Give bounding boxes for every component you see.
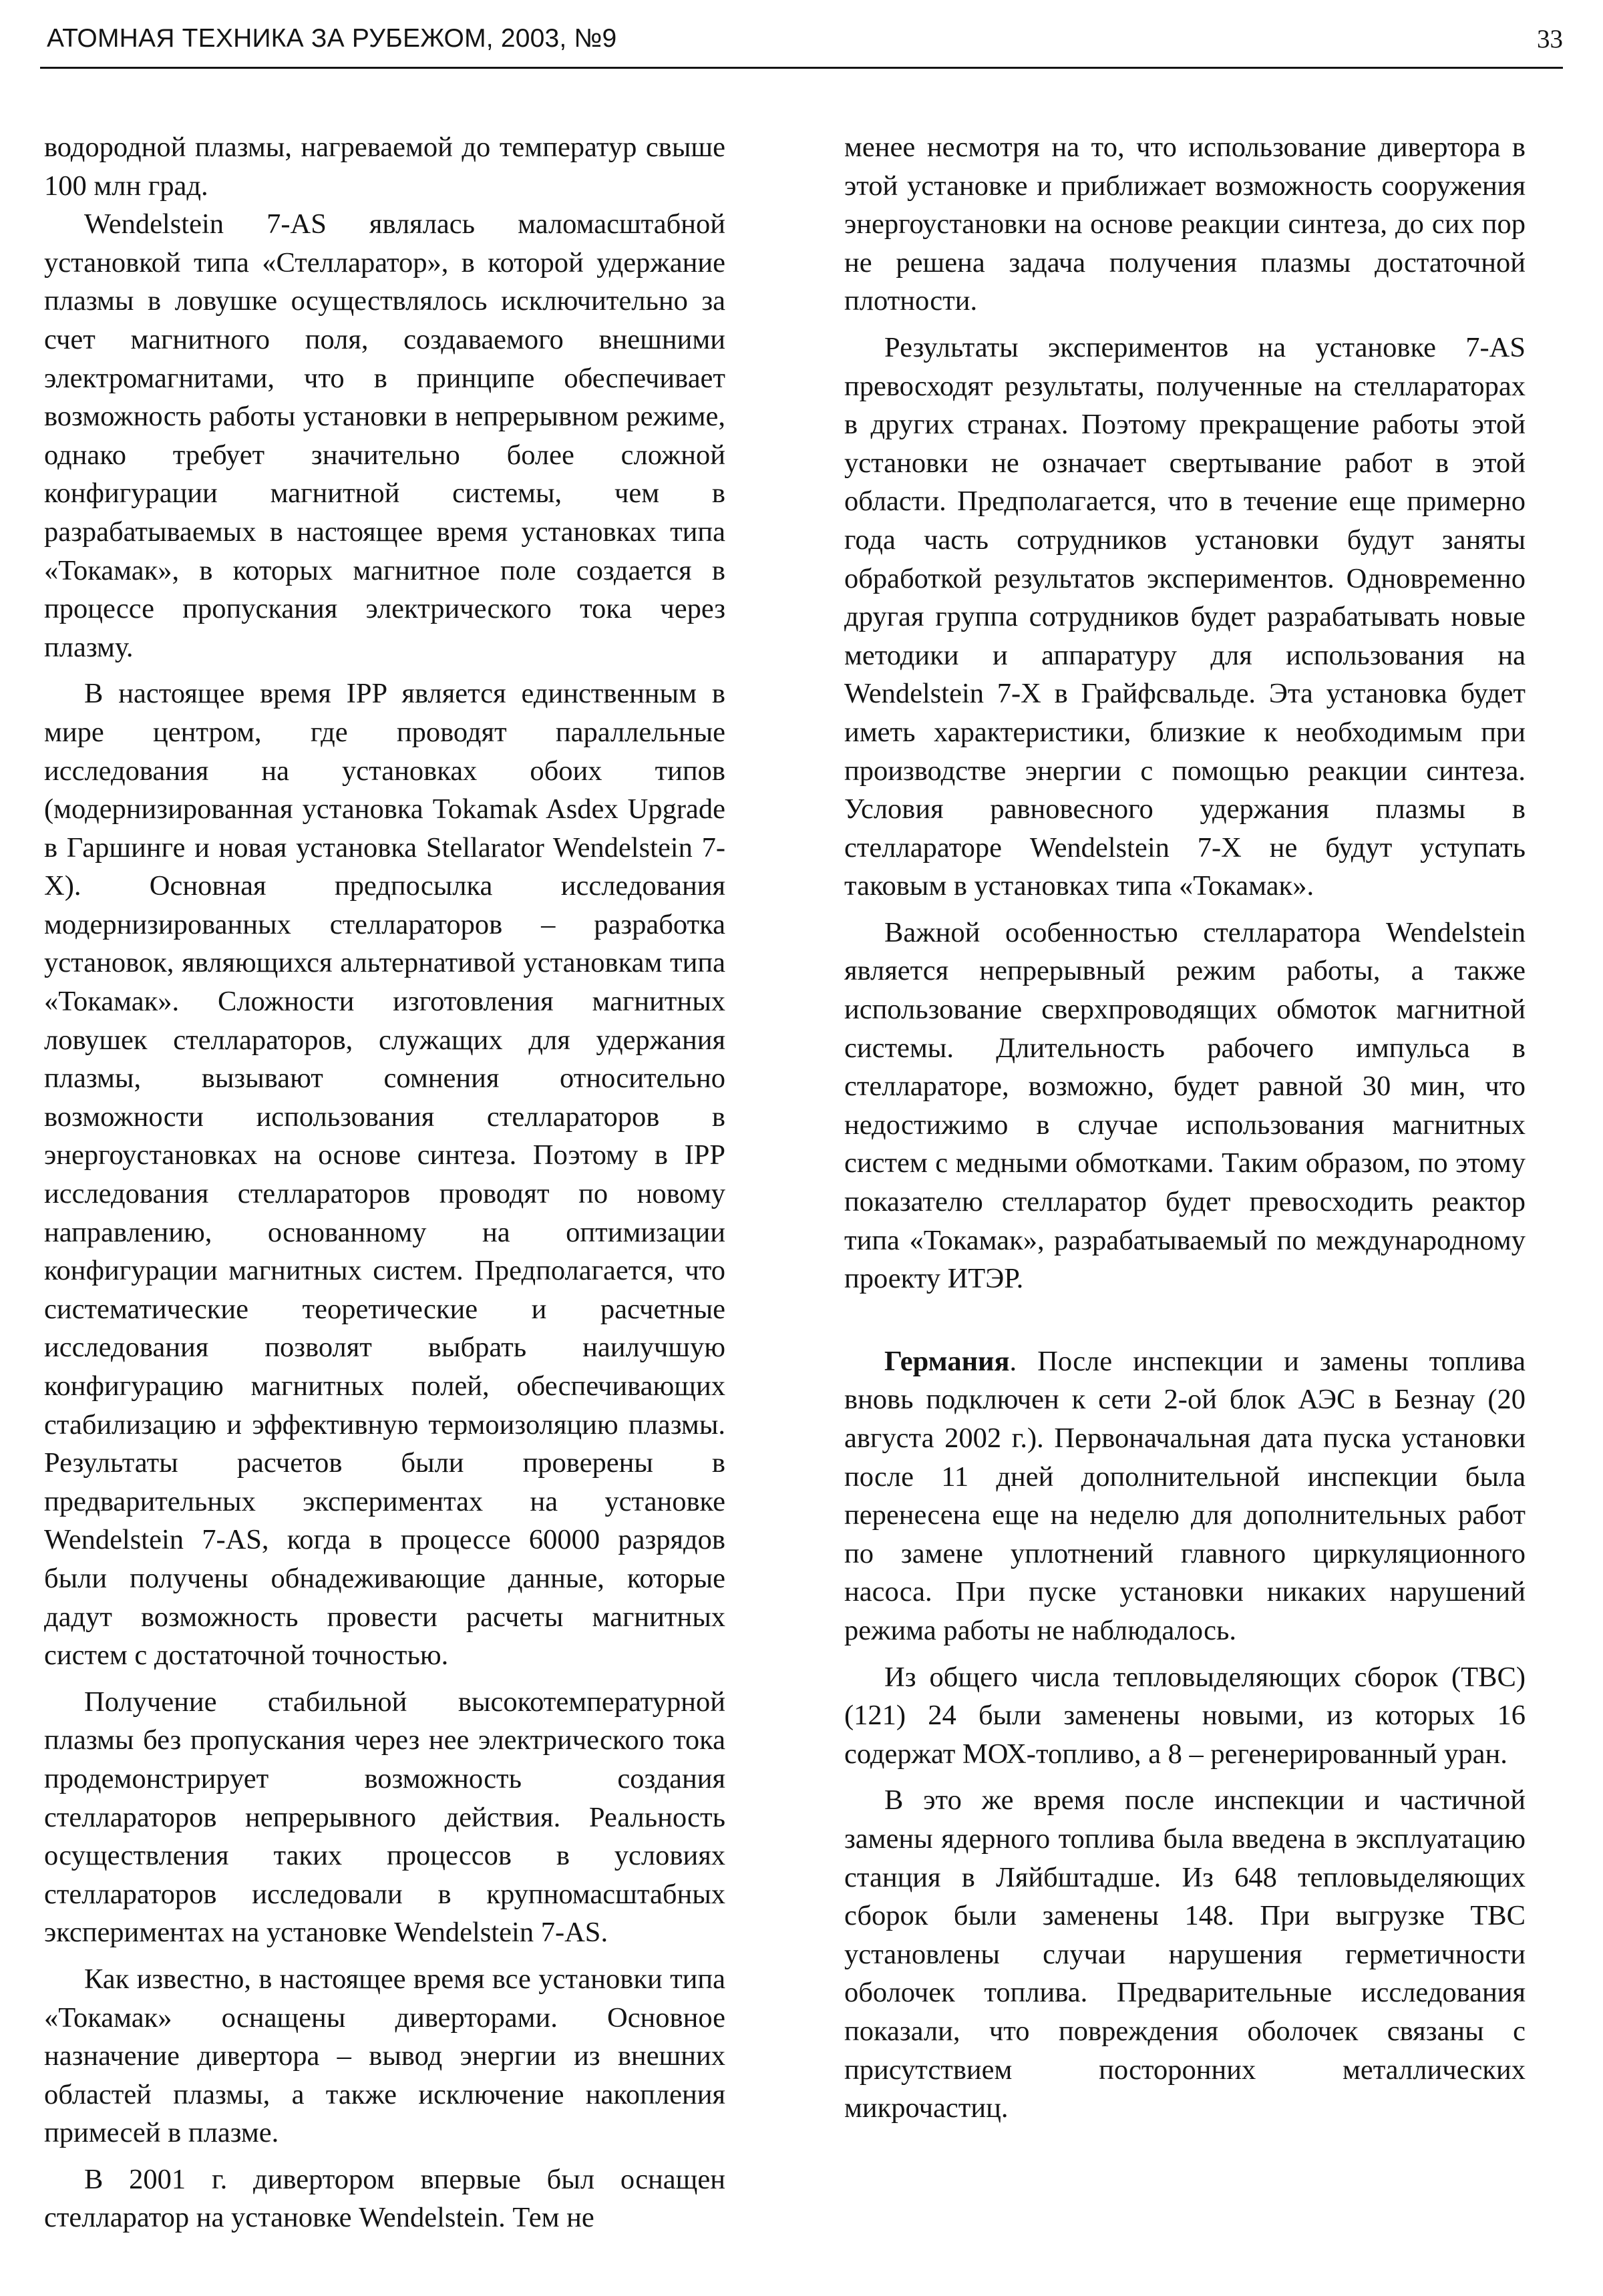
country-heading: Германия <box>884 1345 1010 1377</box>
paragraph: Получение стабильной высокотемпературной плазмы без пропускания через нее электрического тока продемонстрирует возможность создания стеллараторов непрерывного действия. Реальность осуществления таких процессов в условиях стеллараторов исследовали в крупномасштабных экспериментах на установке Wendelstein 7-AS. <box>44 1686 725 1949</box>
running-header <box>40 23 1563 69</box>
paragraph: Важной особенностью стелларатора Wendelstein является непрерывный режим работы, а также использование сверхпроводящих обмоток магнитной системы. Длительность рабочего импульса в стеллараторе, возможно, будет равной 30 мин, что недостижимо в случае использования магнитных систем с медными обмотками. Таким образом, по этому показателю стелларатор будет превосходить реактор типа «Токамак», разрабатываемый по международному проекту ИТЭР. <box>844 916 1526 1295</box>
header-rule <box>40 67 1563 69</box>
paragraph: В это же время после инспекции и частичной замены ядерного топлива была введена в эксплуатацию станция в Ляйбштадше. Из 648 тепловыделяющих сборок были заменены 148. При выгрузке ТВС установлены случаи нарушения герметичности оболочек топлива. Предварительные исследования показали, что повреждения оболочек связаны с присутствием посторонних металлических микрочастиц. <box>844 1784 1526 2124</box>
news-lead-text: . После инспекции и замены топлива вновь подключен к сети 2-ой блок АЭС в Безнау (20 августа 2002 г.). Первоначальная дата пуска установки после 11 дней дополнительной инспекции была перенесена еще на неделю для дополнительных работ по замене уплотнений главного циркуляционного насоса. При пуске установки никаких нарушений режима работы не наблюдалось. <box>844 1345 1526 1646</box>
paragraph: менее несмотря на то, что использование дивертора в этой установке и приближает возможность сооружения энергоустановки на основе реакции синтеза, до сих пор не решена задача получения плазмы достаточной плотности. <box>844 132 1526 317</box>
paragraph: В 2001 г. дивертором впервые был оснащен стелларатор на установке Wendelstein. Тем не <box>44 2163 725 2234</box>
page-number: 33 <box>1537 25 1563 53</box>
paragraph: Как известно, в настоящее время все установки типа «Токамак» оснащены диверторами. Основное назначение дивертора – вывод энергии из внешних областей плазмы, а также исключение накопления примесей в плазме. <box>44 1963 725 2149</box>
journal-title: АТОМНАЯ ТЕХНИКА ЗА РУБЕЖОМ, 2003, №9 <box>47 24 617 53</box>
paragraph: Из общего числа тепловыделяющих сборок (ТВС) (121) 24 были заменены новыми, из которых 16 содержат МОХ-топливо, а 8 – регенерированный уран. <box>844 1661 1526 1770</box>
germany-news-item <box>844 1342 1526 1650</box>
paragraph: Результаты экспериментов на установке 7-AS превосходят результаты, полученные на стеллараторах в других странах. Поэтому прекращение работы этой установки не означает свертывание работ в этой области. Предполагается, что в течение еще примерно года часть сотрудников установки будут заняты обработкой результатов экспериментов. Одновременно другая группа сотрудников будет разрабатывать новые методики и аппаратуру для использования на Wendelstein 7-X в Грайфсвальде. Эта установка будет иметь характеристики, близкие к необходимым при производстве энергии с помощью реакции синтеза. Условия равновесного удержания плазмы в стеллараторе Wendelstein 7-X не будут уступать таковым в установках типа «Токамак». <box>844 331 1526 902</box>
paragraph: В настоящее время IPP является единственным в мире центром, где проводят параллельные исследования на установках обоих типов (модернизированная установка Tokamak Asdex Upgrade в Гаршинге и новая установка Stellarator Wendelstein 7-X). Основная предпосылка исследования модернизированных стеллараторов – разработка установок, являющихся альтернативой установкам типа «Токамак». Сложности изготовления магнитных ловушек стеллараторов, служащих для удержания плазмы, вызывают сомнения относительно возможности использования стеллараторов в энергоустановках на основе синтеза. Поэтому в IPP исследования стеллараторов проводят по новому направлению, основанному на оптимизации конфигурации магнитных систем. Предполагается, что систематические теоретические и расчетные исследования позволят выбрать наилучшую конфигурацию магнитных полей, обеспечивающих стабилизацию и эффективную термоизоляцию плазмы. Результаты расчетов были проверены в предварительных экспериментах на установке Wendelstein 7-AS, когда в процессе 60000 разрядов были получены обнадеживающие данные, которые дадут возможность провести расчеты магнитных систем с достаточной точностью. <box>44 678 725 1672</box>
left-column <box>44 128 725 2252</box>
right-column <box>844 128 1526 2252</box>
paragraph: Wendelstein 7-AS являлась маломасштабной установкой типа «Стелларатор», в которой удержание плазмы в ловушке осуществлялось исключительно за счет магнитного поля, создаваемого внешними электромагнитами, что в принципе обеспечивает возможность работы установки в непрерывном режиме, однако требует значительно более сложной конфигурации магнитной системы, чем в разрабатываемых в настоящее время установках типа «Токамак», в которых магнитное поле создается в процессе пропускания электрического тока через плазму. <box>44 208 725 663</box>
paragraph: водородной плазмы, нагреваемой до температур свыше 100 млн град. <box>44 132 725 202</box>
